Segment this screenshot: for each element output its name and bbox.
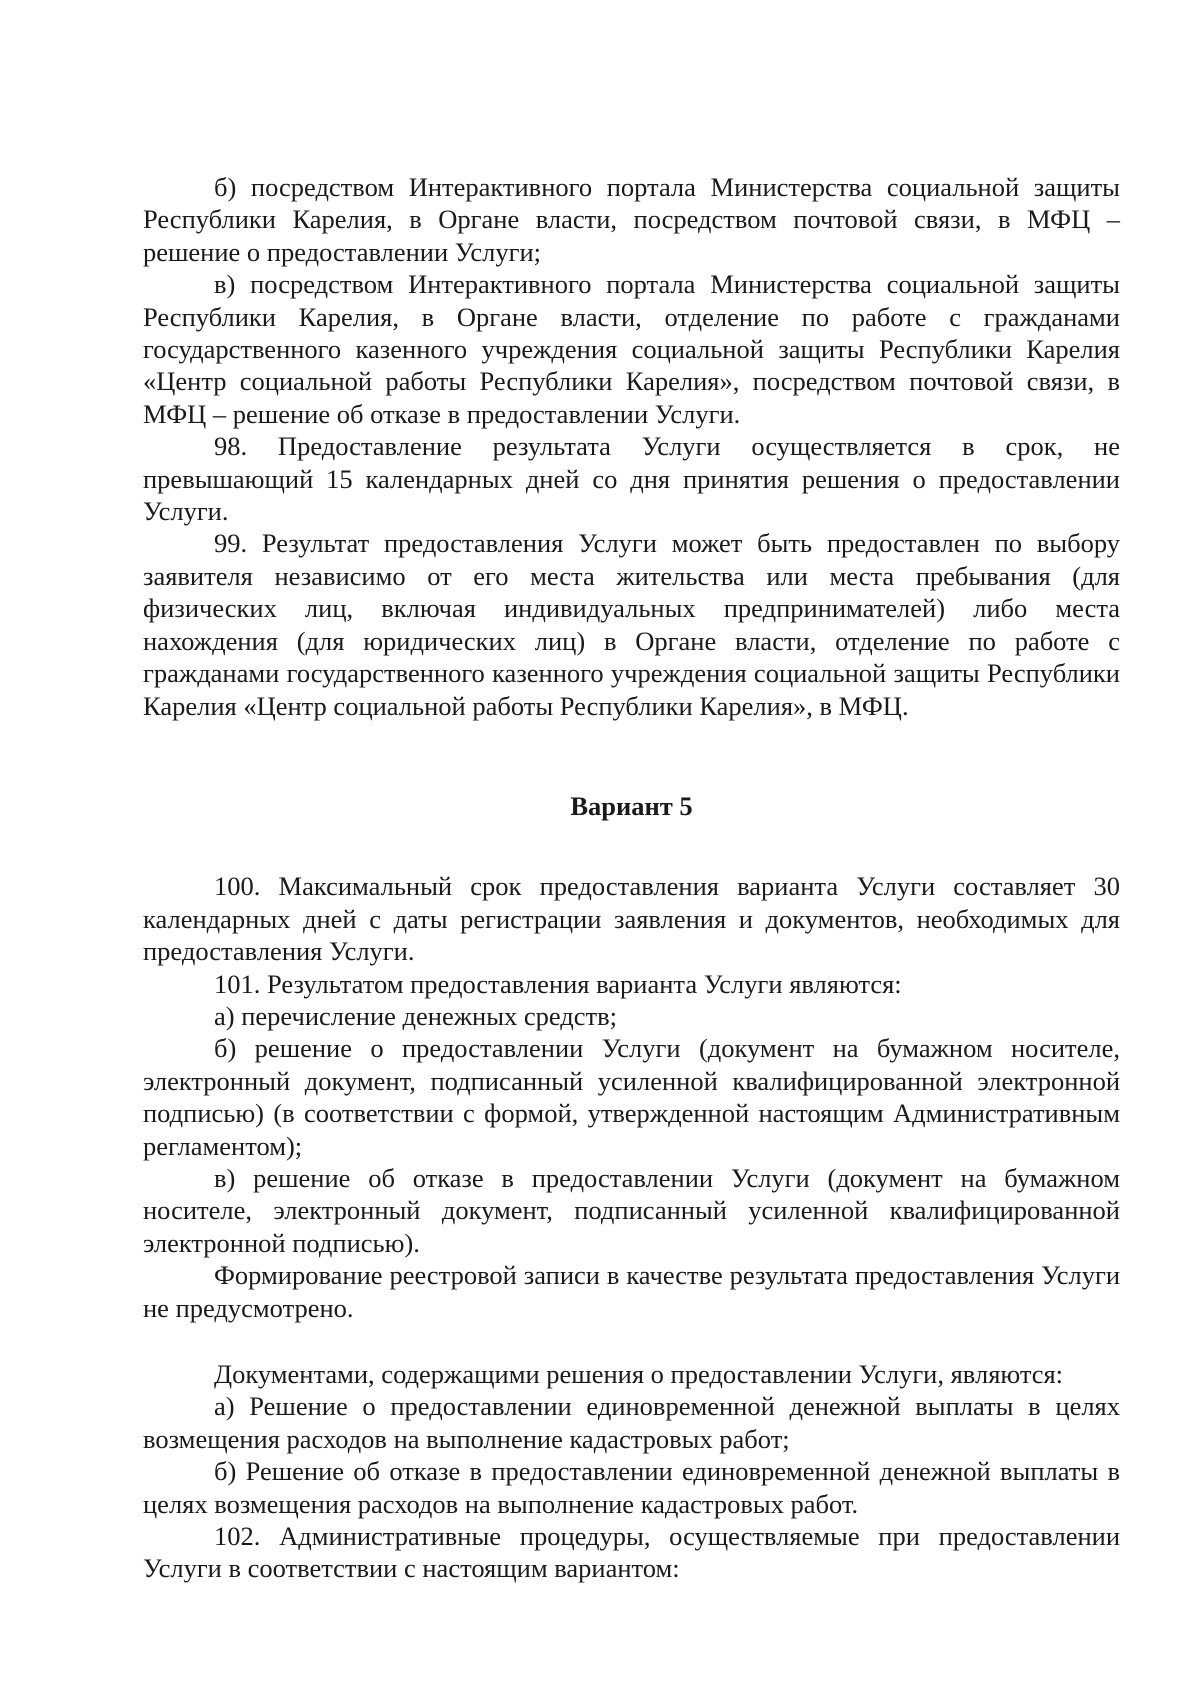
paragraph-decision-a: а) Решение о предоставлении единовременной денежной выплаты в целях возмещения расходов на выполнение кадастровых работ;	[143, 1391, 1120, 1454]
paragraph-decision-b: б) Решение об отказе в предоставлении единовременной денежной выплаты в целях возмещения расходов на выполнение кадастровых работ.	[143, 1456, 1120, 1519]
paragraph-98: 98. Предоставление результата Услуги осуществляется в срок, не превышающий 15 календарных дней со дня принятия решения о предоставлении Услуги.	[143, 431, 1120, 527]
paragraph-result-b-portal: б) посредством Интерактивного портала Министерства социальной защиты Республики Карелия, в Органе власти, посредством почтовой связи, в МФЦ – решение о предоставлении Услуги;	[143, 172, 1120, 267]
paragraph-100: 100. Максимальный срок предоставления варианта Услуги составляет 30 календарных дней с даты регистрации заявления и документов, необходимых для предоставления Услуги.	[143, 871, 1120, 967]
section-heading-variant-5: Вариант 5	[570, 790, 693, 821]
document-body	[143, 171, 1120, 1585]
paragraph-99: 99. Результат предоставления Услуги может быть предоставлен по выбору заявителя независимо от его места жительства или места пребывания (для физических лиц, включая индивидуальных предпринимателей) либо места нахождения (для юридических лиц) в Органе власти, отделение по работе с гражданами государственного казенного учреждения социальной защиты Республики Карелия «Центр социальной работы Республики Карелия», в МФЦ.	[143, 528, 1120, 721]
paragraph-result-v-refusal: в) посредством Интерактивного портала Министерства социальной защиты Республики Карелия, в Органе власти, отделение по работе с гражданами государственного казенного учреждения социальной защиты Республики Карелия «Центр социальной работы Республики Карелия», посредством почтовой связи, в МФЦ – решение об отказе в предоставлении Услуги.	[143, 269, 1120, 429]
paragraph-101-v: в) решение об отказе в предоставлении Услуги (документ на бумажном носителе, электронный документ, подписанный усиленной квалифицированной электронной подписью).	[143, 1162, 1120, 1258]
paragraph-101-b: б) решение о предоставлении Услуги (документ на бумажном носителе, электронный документ, подписанный усиленной квалифицированной электронной подписью) (в соответствии с формой, утвержденной настоящим Административным регламентом);	[143, 1033, 1120, 1161]
paragraph-102: 102. Административные процедуры, осуществляемые при предоставлении Услуги в соответствии с настоящим вариантом:	[143, 1521, 1120, 1584]
paragraph-registry-record: Формирование реестровой записи в качестве результата предоставления Услуги не предусмотрено.	[143, 1260, 1120, 1323]
paragraph-decision-documents: Документами, содержащими решения о предоставлении Услуги, являются:	[214, 1359, 1064, 1389]
paragraph-101: 101. Результатом предоставления варианта Услуги являются:	[214, 968, 902, 999]
paragraph-101-a: а) перечисление денежных средств;	[214, 1000, 617, 1031]
